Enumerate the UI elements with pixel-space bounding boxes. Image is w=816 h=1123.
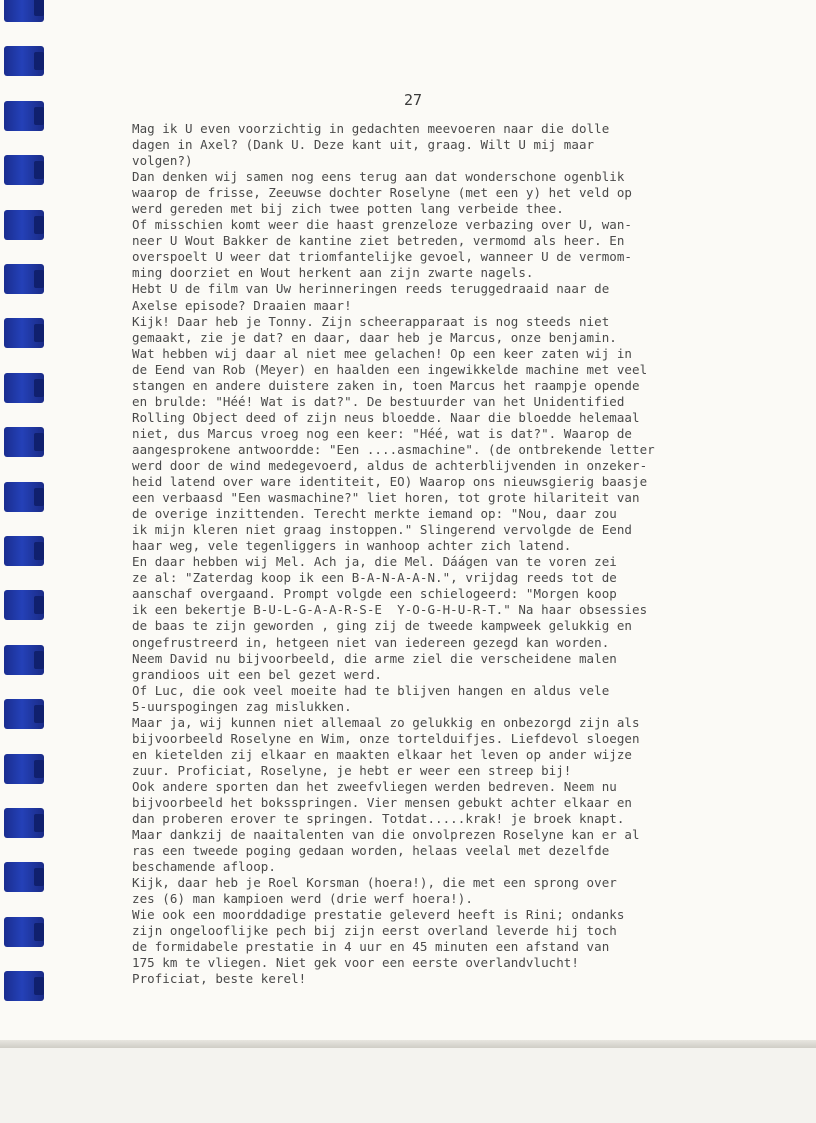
text-line: neer U Wout Bakker de kantine ziet betreden, vermomd als heer. En (132, 233, 625, 249)
text-line: Ook andere sporten dan het zweefvliegen werden bedreven. Neem nu (132, 778, 617, 794)
page-edge (0, 1040, 816, 1048)
text-line: dan proberen erover te springen. Totdat.....krak! je broek knapt. (132, 811, 625, 827)
binding-ring (4, 590, 44, 620)
spiral-binding (0, 0, 58, 1045)
text-line: ming doorziet en Wout herkent aan zijn zwarte nagels. (132, 265, 534, 281)
text-line: de formidabele prestatie in 4 uur en 45 minuten een afstand van (132, 939, 610, 955)
text-line: en kietelden zij elkaar en maakten elkaar het leven op ander wijze (132, 746, 632, 762)
binding-ring (4, 46, 44, 76)
text-line: Wie ook een moorddadige prestatie geleverd heeft is Rini; ondanks (132, 907, 625, 923)
binding-ring (4, 808, 44, 838)
text-line: Wat hebben wij daar al niet mee gelachen! Op een keer zaten wij in (132, 345, 632, 361)
text-line: zes (6) man kampioen werd (drie werf hoera!). (132, 891, 473, 907)
text-line: een verbaasd "Een wasmachine?" liet horen, tot grote hilariteit van (132, 490, 640, 506)
text-line: stangen en andere duistere zaken in, toen Marcus het raampje opende (132, 377, 640, 393)
text-line: Of Luc, die ook veel moeite had te blijven hangen en aldus vele (132, 682, 610, 698)
text-line: zijn ongelooflijke pech bij zijn eerst overland leverde hij toch (132, 923, 617, 939)
text-line: werd gereden met bij zich twee potten lang verbeide thee. (132, 201, 564, 217)
text-line: ik een bekertje B-U-L-G-A-A-R-S-E Y-O-G-H-U-R-T." Na haar obsessies (132, 602, 648, 618)
binding-ring (4, 427, 44, 457)
binding-ring (4, 101, 44, 131)
text-line: Maar ja, wij kunnen niet allemaal zo gelukkig en onbezorgd zijn als (132, 714, 640, 730)
binding-ring (4, 536, 44, 566)
text-line: waarop de frisse, Zeeuwse dochter Roselyne (met een y) het veld op (132, 185, 632, 201)
text-line: volgen?) (132, 153, 193, 169)
text-line: Maar dankzij de naaitalenten van die onvolprezen Roselyne kan er al (132, 827, 640, 843)
text-line: Proficiat, beste kerel! (132, 971, 307, 987)
text-line: aangesprokene antwoordde: "Een ....asmachine". (de ontbrekende letter (132, 441, 655, 457)
text-line: en brulde: "Héé! Wat is dat?". De bestuurder van het Unidentified (132, 393, 625, 409)
text-line: niet, dus Marcus vroeg nog een keer: "Héé, wat is dat?". Waarop de (132, 425, 632, 441)
binding-ring (4, 645, 44, 675)
text-line: ik mijn kleren niet graag instoppen." Slingerend vervolgde de Eend (132, 522, 632, 538)
underlying-page (0, 1048, 816, 1123)
text-line: aanschaf overgaand. Prompt volgde een schielogeerd: "Morgen koop (132, 586, 617, 602)
text-line: Kijk! Daar heb je Tonny. Zijn scheerapparaat is nog steeds niet (132, 313, 610, 329)
text-line: bijvoorbeeld Roselyne en Wim, onze tortelduifjes. Liefdevol sloegen (132, 730, 640, 746)
text-line: dagen in Axel? (Dank U. Deze kant uit, graag. Wilt U mij maar (132, 137, 595, 153)
text-line: werd door de wind medegevoerd, aldus de achterblijvenden in onzeker- (132, 457, 648, 473)
text-line: beschamende afloop. (132, 859, 276, 875)
text-line: 5-uurspogingen zag mislukken. (132, 698, 352, 714)
binding-ring (4, 482, 44, 512)
text-line: zuur. Proficiat, Roselyne, je hebt er weer een streep bij! (132, 762, 572, 778)
text-line: ongefrustreerd in, hetgeen niet van iedereen gezegd kan worden. (132, 634, 610, 650)
binding-ring (4, 318, 44, 348)
text-line: Hebt U de film van Uw herinneringen reeds teruggedraaid naar de (132, 281, 610, 297)
binding-ring (4, 155, 44, 185)
text-line: bijvoorbeeld het boksspringen. Vier mensen gebukt achter elkaar en (132, 794, 632, 810)
text-line: ras een tweede poging gedaan worden, helaas veelal met dezelfde (132, 843, 610, 859)
text-line: haar weg, vele tegenliggers in wanhoop achter zich latend. (132, 538, 572, 554)
page-number: 27 (404, 91, 423, 109)
binding-ring (4, 754, 44, 784)
text-line: Neem David nu bijvoorbeeld, die arme ziel die verscheidene malen (132, 650, 617, 666)
text-line: overspoelt U weer dat triomfantelijke gevoel, wanneer U de vermom- (132, 249, 632, 265)
text-line: de overige inzittenden. Terecht merkte iemand op: "Nou, daar zou (132, 506, 617, 522)
text-line: En daar hebben wij Mel. Ach ja, die Mel. Dáágen van te voren zei (132, 554, 617, 570)
binding-ring (4, 264, 44, 294)
text-line: 175 km te vliegen. Niet gek voor een eerste overlandvlucht! (132, 955, 579, 971)
binding-ring (4, 210, 44, 240)
binding-ring (4, 699, 44, 729)
text-line: Mag ik U even voorzichtig in gedachten meevoeren naar die dolle (132, 121, 610, 136)
text-line: heid latend over ware identiteit, EO) Waarop ons nieuwsgierig baasje (132, 474, 648, 490)
text-line: Dan denken wij samen nog eens terug aan dat wonderschone ogenblik (132, 169, 625, 185)
text-line: Axelse episode? Draaien maar! (132, 297, 352, 313)
text-line: de baas te zijn geworden , ging zij de tweede kampweek gelukkig en (132, 618, 632, 634)
text-line: de Eend van Rob (Meyer) en haalden een ingewikkelde machine met veel (132, 361, 648, 377)
body-text (132, 121, 752, 988)
binding-ring (4, 971, 44, 1001)
text-line: gemaakt, zie je dat? en daar, daar heb je Marcus, onze benjamin. (132, 329, 617, 345)
text-line: ze al: "Zaterdag koop ik een B-A-N-A-A-N.", vrijdag reeds tot de (132, 570, 617, 586)
text-line: grandioos uit een bel gezet werd. (132, 666, 382, 682)
text-line: Of misschien komt weer die haast grenzeloze verbazing over U, wan- (132, 217, 632, 233)
text-line: Kijk, daar heb je Roel Korsman (hoera!), die met een sprong over (132, 875, 617, 891)
binding-ring (4, 917, 44, 947)
binding-ring (4, 862, 44, 892)
binding-ring (4, 0, 44, 22)
text-line: Rolling Object deed of zijn neus bloedde. Naar die bloedde helemaal (132, 409, 640, 425)
binding-ring (4, 373, 44, 403)
